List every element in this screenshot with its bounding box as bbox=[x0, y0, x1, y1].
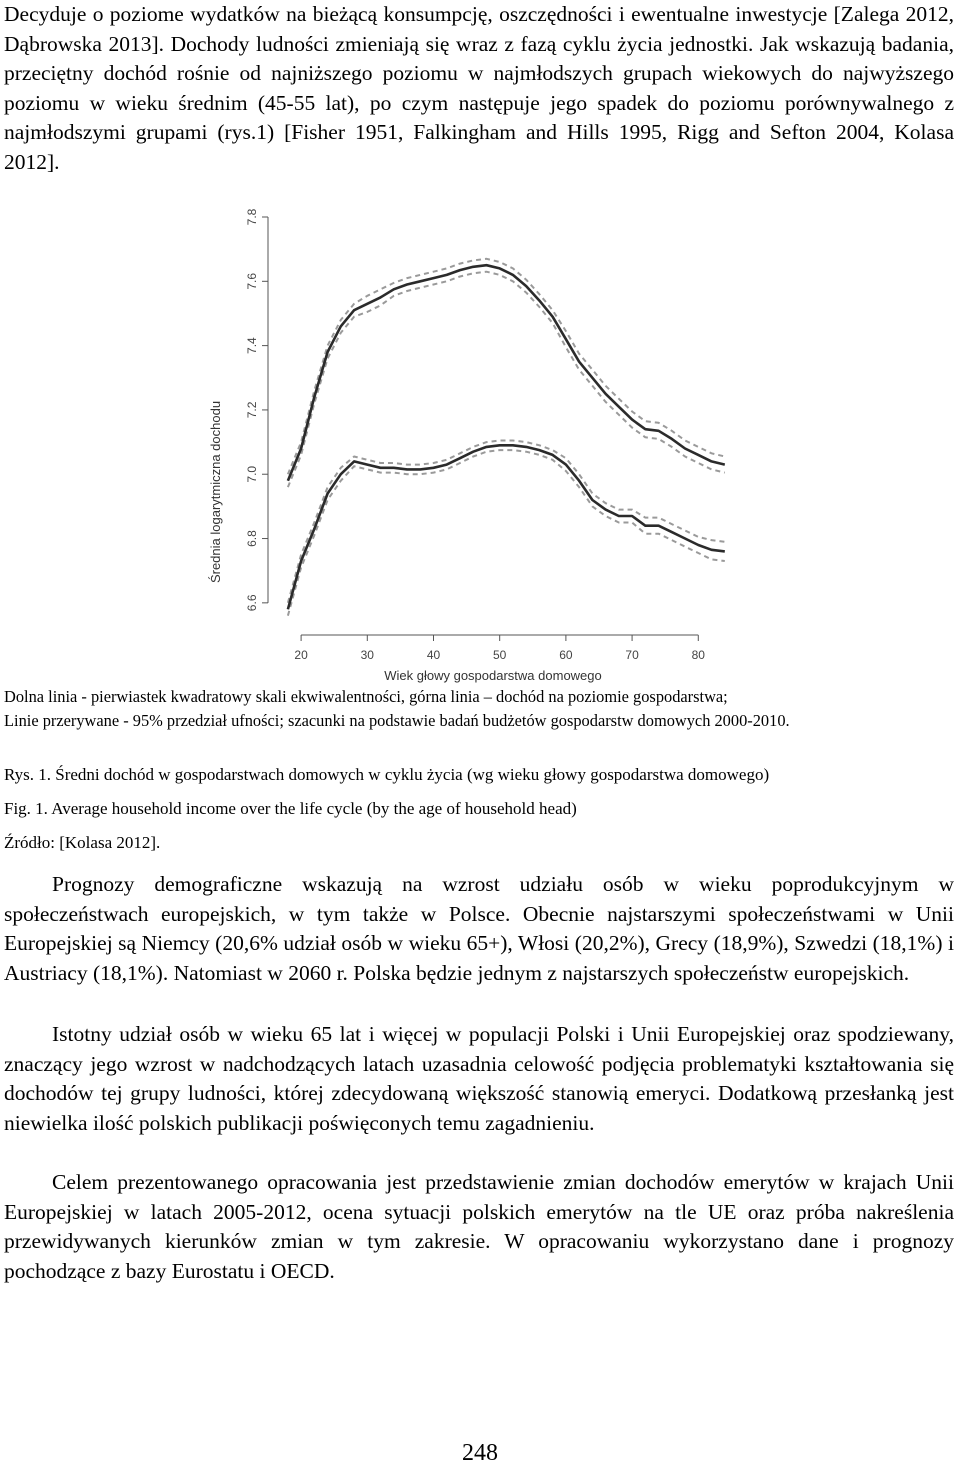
figure-note-1: Dolna linia - pierwiastek kwadratowy skali ekwiwalentności, górna linia – dochód na poziomie gospodarstwa; bbox=[4, 687, 728, 706]
paragraph-2: Prognozy demograficzne wskazują na wzrost udziału osób w wieku poprodukcyjnym w społeczeństwach europejskich, w tym także w Polsce. Obecnie najstarszymi społeczeństwami w Unii Europejskiej są Niemcy (20,6% udział osób w wieku 65+), Włosi (20,2%), Grecy (18,9%), Szwedzi (18,1%) i Austriacy (18,1%). Natomiast w 2060 r. Polska będzie jednym z najstarszych społeczeństw europejskich. bbox=[4, 872, 954, 985]
ci-series-line bbox=[288, 441, 725, 603]
x-tick-label: 60 bbox=[559, 648, 573, 662]
ci-series-line bbox=[288, 259, 725, 474]
page-number: 248 bbox=[462, 1440, 498, 1466]
figure-source: Źródło: [Kolasa 2012]. bbox=[4, 833, 161, 852]
x-tick-label: 80 bbox=[691, 648, 705, 662]
intro-paragraph: Decyduje o poziome wydatków na bieżącą konsumpcję, oszczędności i ewentualne inwestycje [Zalega 2012, Dąbrowska 2013]. Dochody ludności zmieniają się wraz z fazą cyklu życia jednostki. Jak wskazują badania, przeciętny dochód rośnie od najniższego poziomu w najmłodszych grupach wiekowych do najwyższego poziomu w wieku średnim (45-55 lat), po czym następuje jego spadek do poziomu porównywalnego z najmłodszymi grupami (rys.1) [Fisher 1951, Falkingham and Hills 1995, Rigg and Sefton 2004, Kolasa 2012]. bbox=[4, 2, 954, 174]
chart-axes bbox=[262, 217, 698, 641]
ci-series-line bbox=[288, 450, 725, 616]
y-tick-label: 7.8 bbox=[245, 208, 259, 226]
income-series-line bbox=[288, 265, 725, 481]
x-tick-label: 50 bbox=[493, 648, 507, 662]
x-axis-label: Wiek głowy gospodarstwa domowego bbox=[384, 668, 602, 683]
paragraph-4: Celem prezentowanego opracowania jest przedstawienie zmian dochodów emerytów w krajach Unii Europejskiej w latach 2005-2012, ocena sytuacji polskich emerytów na tle UE oraz próba nakreślenia przewidywanych kierunków zmian w tym zakresie. W opracowaniu wykorzystano dane i prognozy pochodzące z bazy Eurostatu i OECD. bbox=[4, 1170, 954, 1283]
y-tick-label: 6.6 bbox=[245, 594, 259, 612]
y-axis-label: Średnia logarytmiczna dochodu bbox=[208, 400, 223, 584]
figure-caption-pl: Rys. 1. Średni dochód w gospodarstwach domowych w cyklu życia (wg wieku głowy gospodarstwa domowego) bbox=[4, 765, 770, 784]
paragraph-3: Istotny udział osób w wieku 65 lat i więcej w populacji Polski i Unii Europejskiej oraz spodziewany, znaczący jego wzrost w nadchodzących latach uzasadnia celowość podjęcia problematyki kształtowania się dochodów tej grupy ludności, której zdecydowaną większość stanowią emeryci. Dodatkową przesłanką jest niewielka ilość polskich publikacji poświęconych temu zagadnieniu. bbox=[4, 1022, 954, 1135]
figure-caption-en: Fig. 1. Average household income over the life cycle (by the age of household head) bbox=[4, 799, 577, 818]
x-tick-label: 40 bbox=[426, 648, 441, 662]
tick-labels bbox=[245, 208, 705, 662]
x-tick-label: 70 bbox=[625, 648, 639, 662]
y-tick-label: 7.4 bbox=[245, 337, 259, 354]
y-tick-label: 7.6 bbox=[245, 272, 259, 290]
y-tick-label: 7.0 bbox=[245, 465, 259, 483]
income-series-line bbox=[288, 445, 725, 609]
y-tick-label: 6.8 bbox=[245, 530, 259, 547]
x-tick-label: 20 bbox=[294, 648, 308, 662]
figure-note-2: Linie przerywane - 95% przedział ufności; szacunki na podstawie badań budżetów gospodarstw domowych 2000-2010. bbox=[4, 711, 790, 730]
y-tick-label: 7.2 bbox=[245, 401, 259, 419]
life-cycle-income-chart bbox=[200, 207, 760, 685]
x-tick-label: 30 bbox=[360, 648, 374, 662]
